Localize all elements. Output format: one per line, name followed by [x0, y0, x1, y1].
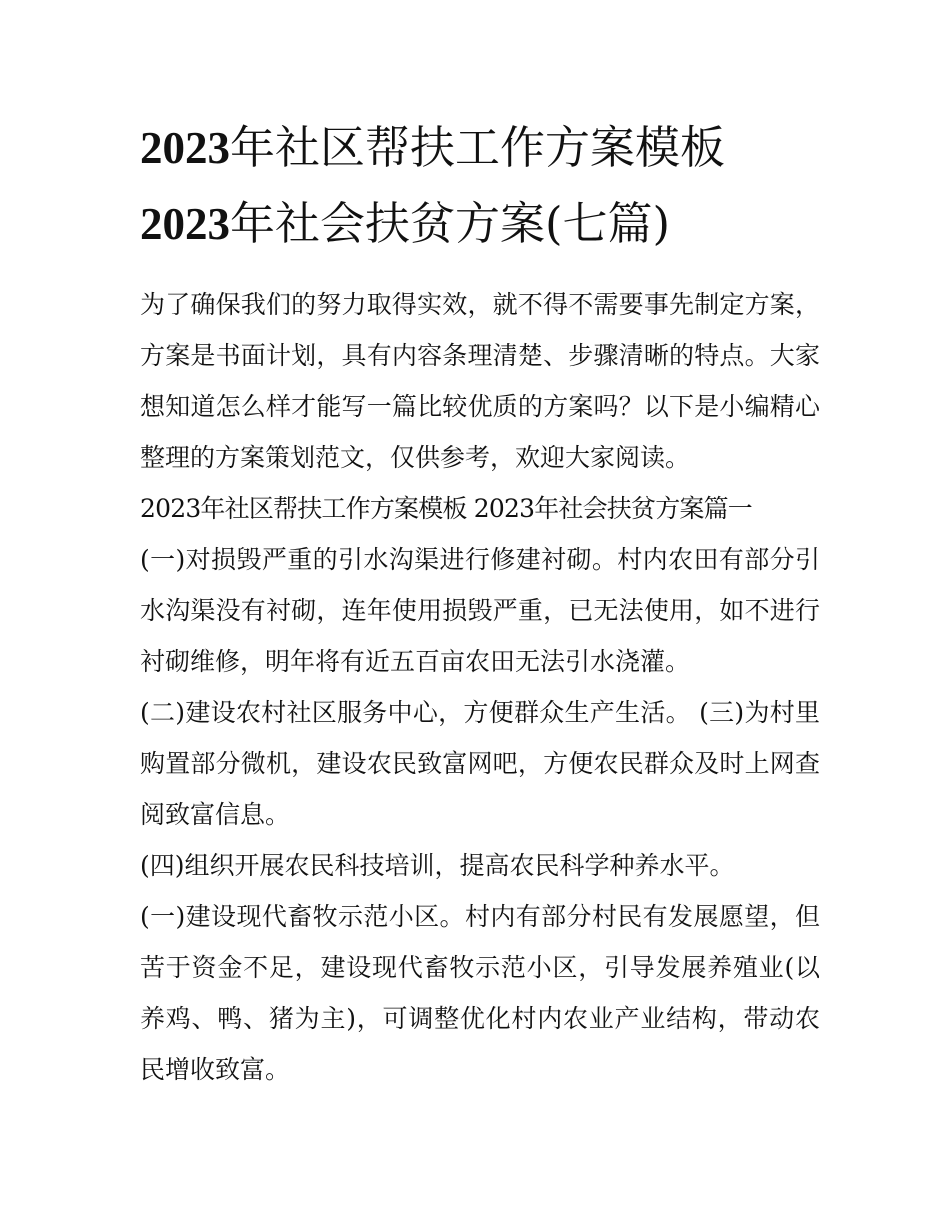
- body-paragraph: (四)组织开展农民科技培训，提高农民科学种养水平。: [140, 851, 735, 880]
- document-title-line-2: [140, 186, 670, 262]
- body-paragraph: (二)建设农村社区服务中心，方便群众生产生活。 (三)为村里购置部分微机，建设农民致富网吧，方便农民群众及时上网查阅致富信息。: [140, 698, 820, 829]
- intro-paragraph: 为了确保我们的努力取得实效，就不得不需要事先制定方案，方案是书面计划，具有内容条理清楚、步骤清晰的特点。大家想知道怎么样才能写一篇比较优质的方案吗？以下是小编精心整理的方案策划范文，仅供参考，欢迎大家阅读。: [140, 290, 820, 472]
- document-title-line-1: [140, 110, 725, 186]
- body-paragraph: (一)对损毁严重的引水沟渠进行修建衬砌。村内农田有部分引水沟渠没有衬砌，连年使用损毁严重，已无法使用，如不进行衬砌维修，明年将有近五百亩农田无法引水浇灌。: [140, 545, 820, 676]
- title-line-1-year: 2023: [140, 123, 230, 173]
- title-line-1-text: 年社区帮扶工作方案模板: [230, 121, 726, 174]
- body-paragraph: (一)建设现代畜牧示范小区。村内有部分村民有发展愿望，但苦于资金不足，建设现代畜牧示范小区，引导发展养殖业(以养鸡、鸭、猪为主)，可调整优化村内农业产业结构，带动农民增收致富。: [140, 902, 820, 1084]
- section-heading: 2023年社区帮扶工作方案模板 2023年社会扶贫方案篇一: [140, 494, 752, 523]
- title-line-2-year: 2023: [140, 199, 230, 249]
- title-line-2-text: 年社会扶贫方案(七篇): [230, 197, 671, 250]
- document-body: [140, 279, 820, 1095]
